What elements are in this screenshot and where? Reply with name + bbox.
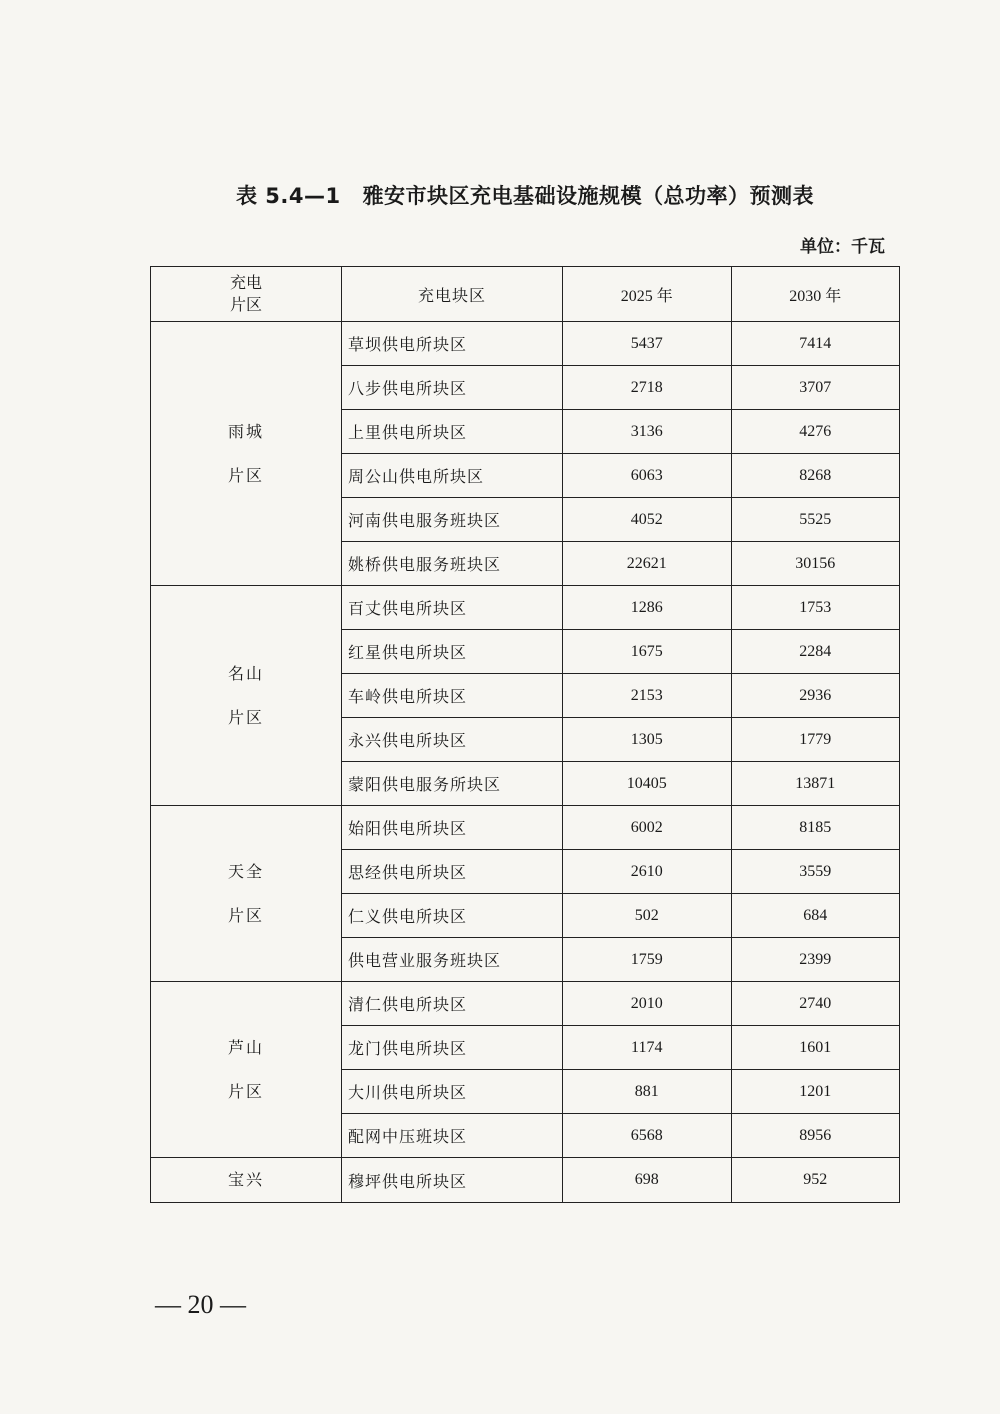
value-2030-cell: 8268 <box>731 454 900 498</box>
block-name-cell: 思经供电所块区 <box>342 850 563 894</box>
table-row <box>151 322 900 366</box>
value-2030-cell: 5525 <box>731 498 900 542</box>
zone-suffix: 片区 <box>227 905 264 925</box>
value-2025-cell: 2718 <box>563 366 732 410</box>
zone-name: 天全 <box>227 861 264 881</box>
value-2025-cell: 1174 <box>563 1026 732 1070</box>
block-name-cell: 配网中压班块区 <box>342 1114 563 1158</box>
value-2030-cell: 8956 <box>731 1114 900 1158</box>
header-zone: 充电 片区 <box>151 267 342 322</box>
value-2025-cell: 3136 <box>563 410 732 454</box>
block-name-cell: 八步供电所块区 <box>342 366 563 410</box>
value-2030-cell: 13871 <box>731 762 900 806</box>
value-2030-cell: 4276 <box>731 410 900 454</box>
header-2030: 2030 年 <box>731 267 900 322</box>
value-2025-cell: 22621 <box>563 542 732 586</box>
table-caption <box>150 180 900 210</box>
value-2025-cell: 6063 <box>563 454 732 498</box>
zone-cell <box>151 322 342 586</box>
value-2030-cell: 2399 <box>731 938 900 982</box>
value-2030-cell: 1753 <box>731 586 900 630</box>
value-2025-cell: 2610 <box>563 850 732 894</box>
value-2025-cell: 1759 <box>563 938 732 982</box>
value-2025-cell: 502 <box>563 894 732 938</box>
block-name-cell: 红星供电所块区 <box>342 630 563 674</box>
block-name-cell: 车岭供电所块区 <box>342 674 563 718</box>
value-2025-cell: 5437 <box>563 322 732 366</box>
zone-suffix: 片区 <box>227 707 264 727</box>
block-name-cell: 供电营业服务班块区 <box>342 938 563 982</box>
table-number: 表 5.4—1 <box>235 184 341 208</box>
value-2030-cell: 684 <box>731 894 900 938</box>
table-header-row <box>151 267 900 322</box>
zone-suffix: 片区 <box>227 1081 264 1101</box>
table-title: 雅安市块区充电基础设施规模（总功率）预测表 <box>362 184 815 208</box>
page-number: — 20 — <box>155 1290 246 1319</box>
block-name-cell: 始阳供电所块区 <box>342 806 563 850</box>
zone-suffix: 片区 <box>227 465 264 485</box>
block-name-cell: 草坝供电所块区 <box>342 322 563 366</box>
table-row <box>151 982 900 1026</box>
value-2030-cell: 1201 <box>731 1070 900 1114</box>
value-2030-cell: 952 <box>731 1158 900 1203</box>
zone-cell <box>151 982 342 1158</box>
zone-cell <box>151 586 342 806</box>
table-row <box>151 586 900 630</box>
block-name-cell: 永兴供电所块区 <box>342 718 563 762</box>
value-2025-cell: 6002 <box>563 806 732 850</box>
value-2030-cell: 2936 <box>731 674 900 718</box>
zone-name: 芦山 <box>227 1037 264 1057</box>
block-name-cell: 穆坪供电所块区 <box>342 1158 563 1203</box>
value-2025-cell: 2010 <box>563 982 732 1026</box>
block-name-cell: 大川供电所块区 <box>342 1070 563 1114</box>
value-2025-cell: 10405 <box>563 762 732 806</box>
value-2030-cell: 7414 <box>731 322 900 366</box>
unit-label: 单位：千瓦 <box>800 237 885 257</box>
value-2025-cell: 698 <box>563 1158 732 1203</box>
block-name-cell: 姚桥供电服务班块区 <box>342 542 563 586</box>
value-2025-cell: 1675 <box>563 630 732 674</box>
value-2030-cell: 3707 <box>731 366 900 410</box>
block-name-cell: 清仁供电所块区 <box>342 982 563 1026</box>
value-2030-cell: 8185 <box>731 806 900 850</box>
zone-name: 雨城 <box>227 421 264 441</box>
value-2025-cell: 6568 <box>563 1114 732 1158</box>
zone-name: 名山 <box>227 663 264 683</box>
block-name-cell: 周公山供电所块区 <box>342 454 563 498</box>
value-2025-cell: 2153 <box>563 674 732 718</box>
zone-name: 宝兴 <box>227 1170 264 1189</box>
value-2030-cell: 3559 <box>731 850 900 894</box>
value-2025-cell: 1286 <box>563 586 732 630</box>
block-name-cell: 蒙阳供电服务所块区 <box>342 762 563 806</box>
table-row <box>151 806 900 850</box>
value-2025-cell: 1305 <box>563 718 732 762</box>
value-2025-cell: 881 <box>563 1070 732 1114</box>
table-body <box>151 322 900 1203</box>
zone-cell <box>151 1158 342 1203</box>
header-2025: 2025 年 <box>563 267 732 322</box>
value-2030-cell: 2284 <box>731 630 900 674</box>
table-row <box>151 1158 900 1203</box>
value-2030-cell: 2740 <box>731 982 900 1026</box>
block-name-cell: 龙门供电所块区 <box>342 1026 563 1070</box>
value-2025-cell: 4052 <box>563 498 732 542</box>
forecast-table <box>150 266 900 1203</box>
value-2030-cell: 1779 <box>731 718 900 762</box>
value-2030-cell: 1601 <box>731 1026 900 1070</box>
header-block: 充电块区 <box>342 267 563 322</box>
value-2030-cell: 30156 <box>731 542 900 586</box>
block-name-cell: 百丈供电所块区 <box>342 586 563 630</box>
block-name-cell: 河南供电服务班块区 <box>342 498 563 542</box>
block-name-cell: 上里供电所块区 <box>342 410 563 454</box>
zone-cell <box>151 806 342 982</box>
block-name-cell: 仁义供电所块区 <box>342 894 563 938</box>
